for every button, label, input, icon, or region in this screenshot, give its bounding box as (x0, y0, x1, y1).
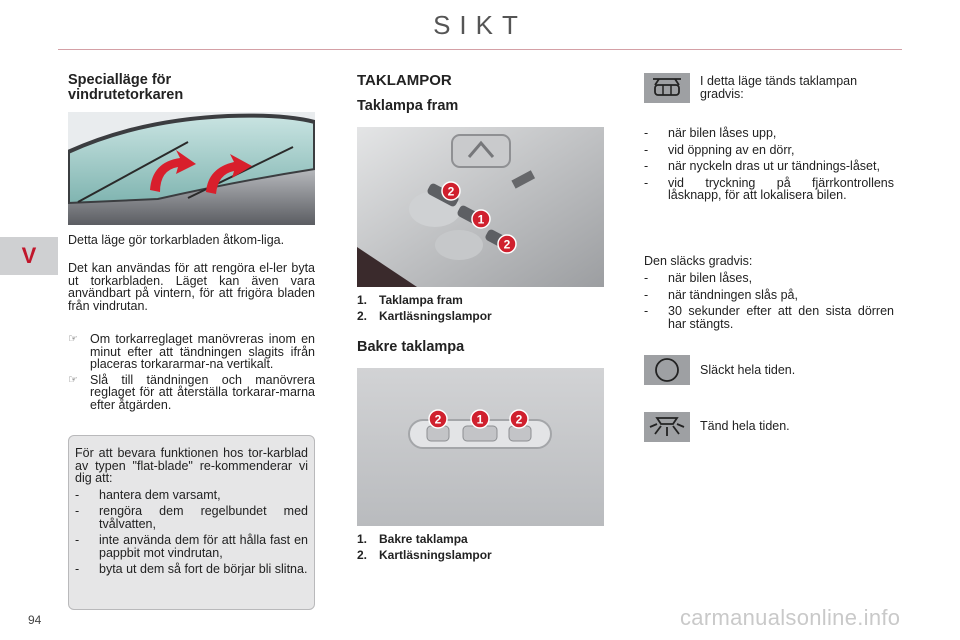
svg-text:2: 2 (515, 412, 523, 427)
list-item: - byta ut dem så fort de börjar bli slitna. (75, 562, 308, 576)
chapter-tab[interactable]: V (0, 237, 58, 275)
list-item: 1. Taklampa fram (357, 293, 463, 307)
callout-2-left (429, 410, 447, 428)
list-item: 2. Kartläsningslampor (357, 548, 492, 562)
wiper-paragraph-1: Detta läge gör torkarbladen åtkom-liga. (68, 233, 285, 247)
care-note-intro: För att bevara funktionen hos tor-karblad av typen "flat-blade" re-kommenderar vi dig att: (75, 446, 308, 485)
circle-off-icon (644, 355, 690, 385)
watermark: carmanualsonline.info (680, 605, 901, 630)
wiper-heading: Specialläge för vindrutetorkaren (68, 72, 184, 103)
svg-text:2: 2 (434, 412, 442, 427)
rear-lamp-illustration (357, 368, 604, 526)
rear-lamp-subheading: Bakre taklampa (357, 339, 465, 355)
callout-2-right (510, 410, 528, 428)
list-item: - när bilen låses upp, (644, 126, 777, 140)
hand-pointer-icon: ☞ (68, 333, 78, 345)
front-lamp-photo (357, 127, 604, 287)
list-item: 2. Kartläsningslampor (357, 309, 492, 323)
title-divider (58, 49, 902, 50)
page-number: 94 (28, 613, 42, 627)
gradual-on-list (644, 127, 894, 206)
wiper-paragraph-2: Det kan användas för att rengöra el-ler byta ut torkarbladen. Läget kan även vara användbart på vintern, för att frigöra bladen från vindrutan. (68, 261, 315, 313)
svg-text:1: 1 (476, 412, 484, 427)
svg-text:2: 2 (447, 184, 455, 199)
list-item: - inte använda dem för att hålla fast en pappbit mot vindrutan, (75, 533, 308, 560)
svg-text:2: 2 (503, 237, 511, 252)
callout-2-bottom (498, 235, 516, 253)
always-on-label: Tänd hela tiden. (700, 419, 790, 433)
callout-1 (472, 210, 490, 228)
list-item: ☞ Om torkarreglaget manövreras inom en minut efter att tändningen slagits ifrån placeras torkararmar-na vertikalt. (68, 332, 315, 371)
windshield-photo (68, 112, 315, 225)
list-item: 1. Bakre taklampa (357, 532, 468, 546)
list-item: - vid öppning av en dörr, (644, 142, 795, 157)
windshield-illustration (68, 112, 315, 225)
list-item: - rengöra dem regelbundet med tvålvatten, (75, 504, 308, 531)
list-item: - när tändningen slås på, (644, 287, 798, 302)
wiper-bullets (68, 333, 315, 414)
gradual-on-label: I detta läge tänds taklampan gradvis: (700, 74, 858, 101)
list-item: - när bilen låses, (644, 271, 753, 285)
fades-label: Den släcks gradvis: (644, 254, 753, 268)
always-off-label: Släckt hela tiden. (700, 363, 796, 377)
lamps-heading: TAKLAMPOR (357, 72, 452, 89)
list-item: - hantera dem varsamt, (75, 487, 221, 502)
list-item: ☞ Slå till tändningen och manövrera reglaget för att återställa torkarar-marna efter åtgärden. (68, 372, 315, 412)
rear-lamp-captions (357, 531, 492, 563)
door-courtesy-light-icon (644, 73, 690, 103)
list-item: - 30 sekunder efter att den sista dörren har stängts. (644, 304, 894, 331)
front-lamp-illustration (357, 127, 604, 287)
svg-text:1: 1 (477, 212, 485, 227)
list-item: - vid tryckning på fjärrkontrollens låsknapp, för att lokalisera bilen. (644, 175, 894, 202)
page-title: SIKT (433, 10, 527, 40)
callout-1-rear (471, 410, 489, 428)
list-item: - när nyckeln dras ut ur tändnings-låset, (644, 159, 880, 173)
rear-lamp-photo (357, 368, 604, 526)
lamp-rays-icon (644, 412, 690, 442)
front-lamp-captions (357, 292, 492, 324)
callout-2-top (442, 182, 460, 200)
care-note-box (68, 435, 315, 610)
front-lamp-subheading: Taklampa fram (357, 98, 459, 114)
fades-list (644, 272, 894, 334)
hand-pointer-icon: ☞ (68, 373, 78, 386)
